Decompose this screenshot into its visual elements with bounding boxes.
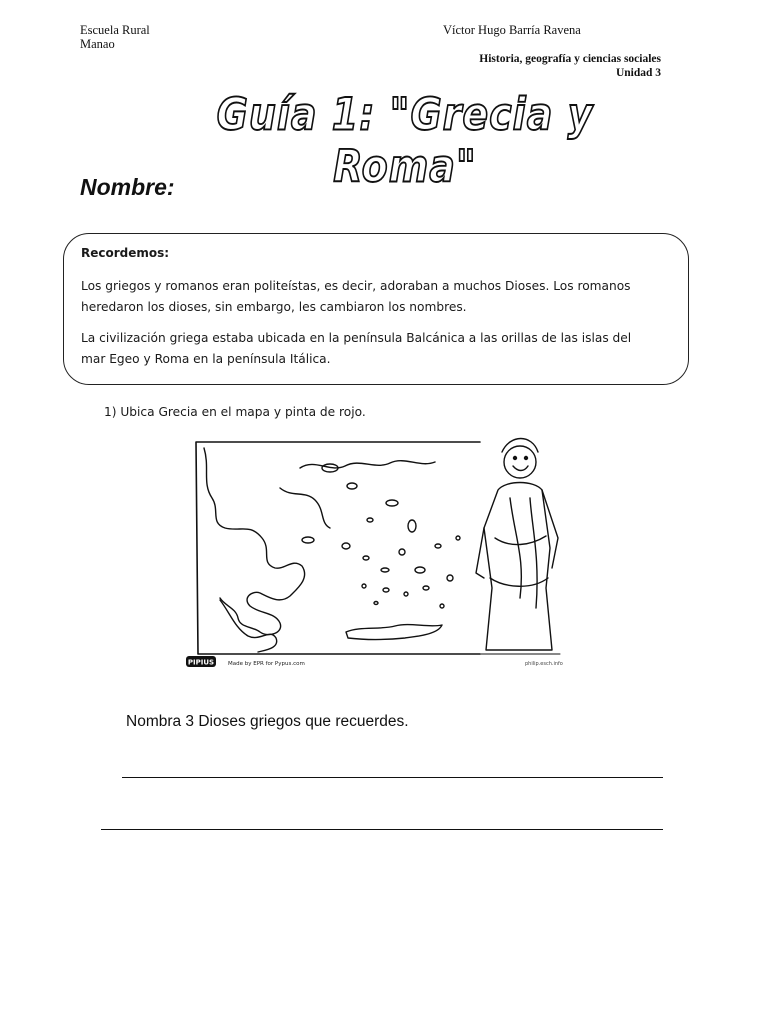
- credit-author: philip.esch.info: [525, 661, 563, 667]
- school-location: Manao: [80, 37, 115, 51]
- greece-map-illustration: [180, 428, 576, 674]
- credit-logo: PIPIUS: [187, 658, 215, 667]
- reminder-heading: Recordemos:: [81, 246, 170, 260]
- question-1: 1) Ubica Grecia en el mapa y pinta de rojo.: [104, 405, 366, 419]
- answer-line-1[interactable]: [122, 777, 663, 778]
- school-name: Escuela Rural: [80, 23, 150, 37]
- page-title: Guía 1: "Grecia y Roma": [216, 88, 594, 192]
- answer-line-2[interactable]: [101, 829, 663, 830]
- credit-made-by: Made by EPR for Pypus.com: [228, 661, 305, 667]
- unit-label: Unidad 3: [615, 67, 661, 79]
- teacher-name: Víctor Hugo Barría Ravena: [443, 23, 581, 37]
- reminder-paragraph-1: Los griegos y romanos eran politeístas, es decir, adoraban a muchos Dioses. Los romanos heredaron los dioses, sin embargo, les cambiaron los nombres.: [81, 279, 631, 314]
- reminder-paragraph-2: La civilización griega estaba ubicada en la península Balcánica a las orillas de las islas del mar Egeo y Roma en la península Itálica.: [81, 331, 632, 366]
- question-2: Nombra 3 Dioses griegos que recuerdes.: [126, 713, 409, 730]
- image-credits: [186, 656, 563, 667]
- subject-name: Historia, geografía y ciencias sociales: [479, 53, 661, 65]
- name-label: Nombre:: [80, 174, 175, 200]
